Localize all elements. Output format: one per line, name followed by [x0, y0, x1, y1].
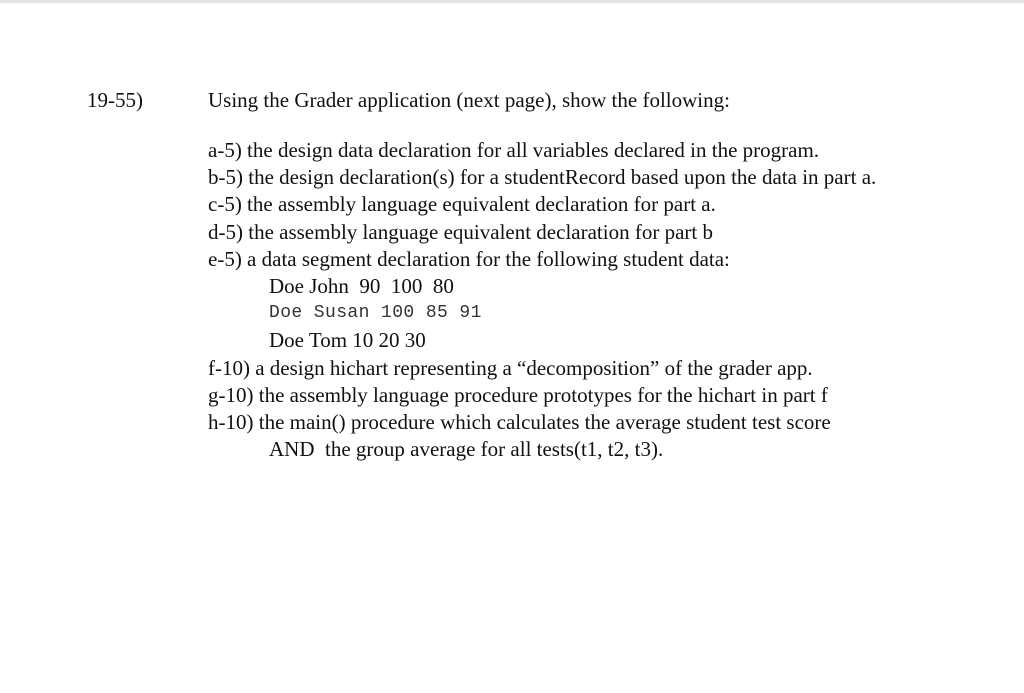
part-c: c-5) the assembly language equivalent declaration for part a.	[208, 192, 716, 217]
part-a: a-5) the design data declaration for all variables declared in the program.	[208, 138, 820, 162]
student-data-row: Doe John 90 100 80	[269, 274, 454, 299]
part-b: b-5) the design declaration(s) for a studentRecord based upon the data in part a.	[208, 165, 877, 190]
part-e: e-5) a data segment declaration for the following student data:	[208, 246, 730, 271]
page-top-border	[0, 0, 1024, 3]
part-h: h-10) the main() procedure which calculates the average student test score	[208, 410, 831, 435]
part-h-continuation: AND the group average for all tests(t1, t2, t3).	[269, 437, 664, 462]
part-g: g-10) the assembly language procedure prototypes for the hichart in part f	[208, 382, 828, 407]
student-data-row: Doe Tom 10 20 30	[269, 328, 426, 353]
student-data-row: Doe Susan 100 85 91	[269, 303, 482, 324]
part-f: f-10) a design hichart representing a “decomposition” of the grader app.	[208, 355, 813, 380]
part-d: d-5) the assembly language equivalent declaration for part b	[208, 219, 713, 244]
problem-prompt: Using the Grader application (next page), show the following:	[208, 88, 730, 112]
problem-number: 19-55)	[87, 88, 143, 112]
problem-body	[208, 88, 998, 463]
